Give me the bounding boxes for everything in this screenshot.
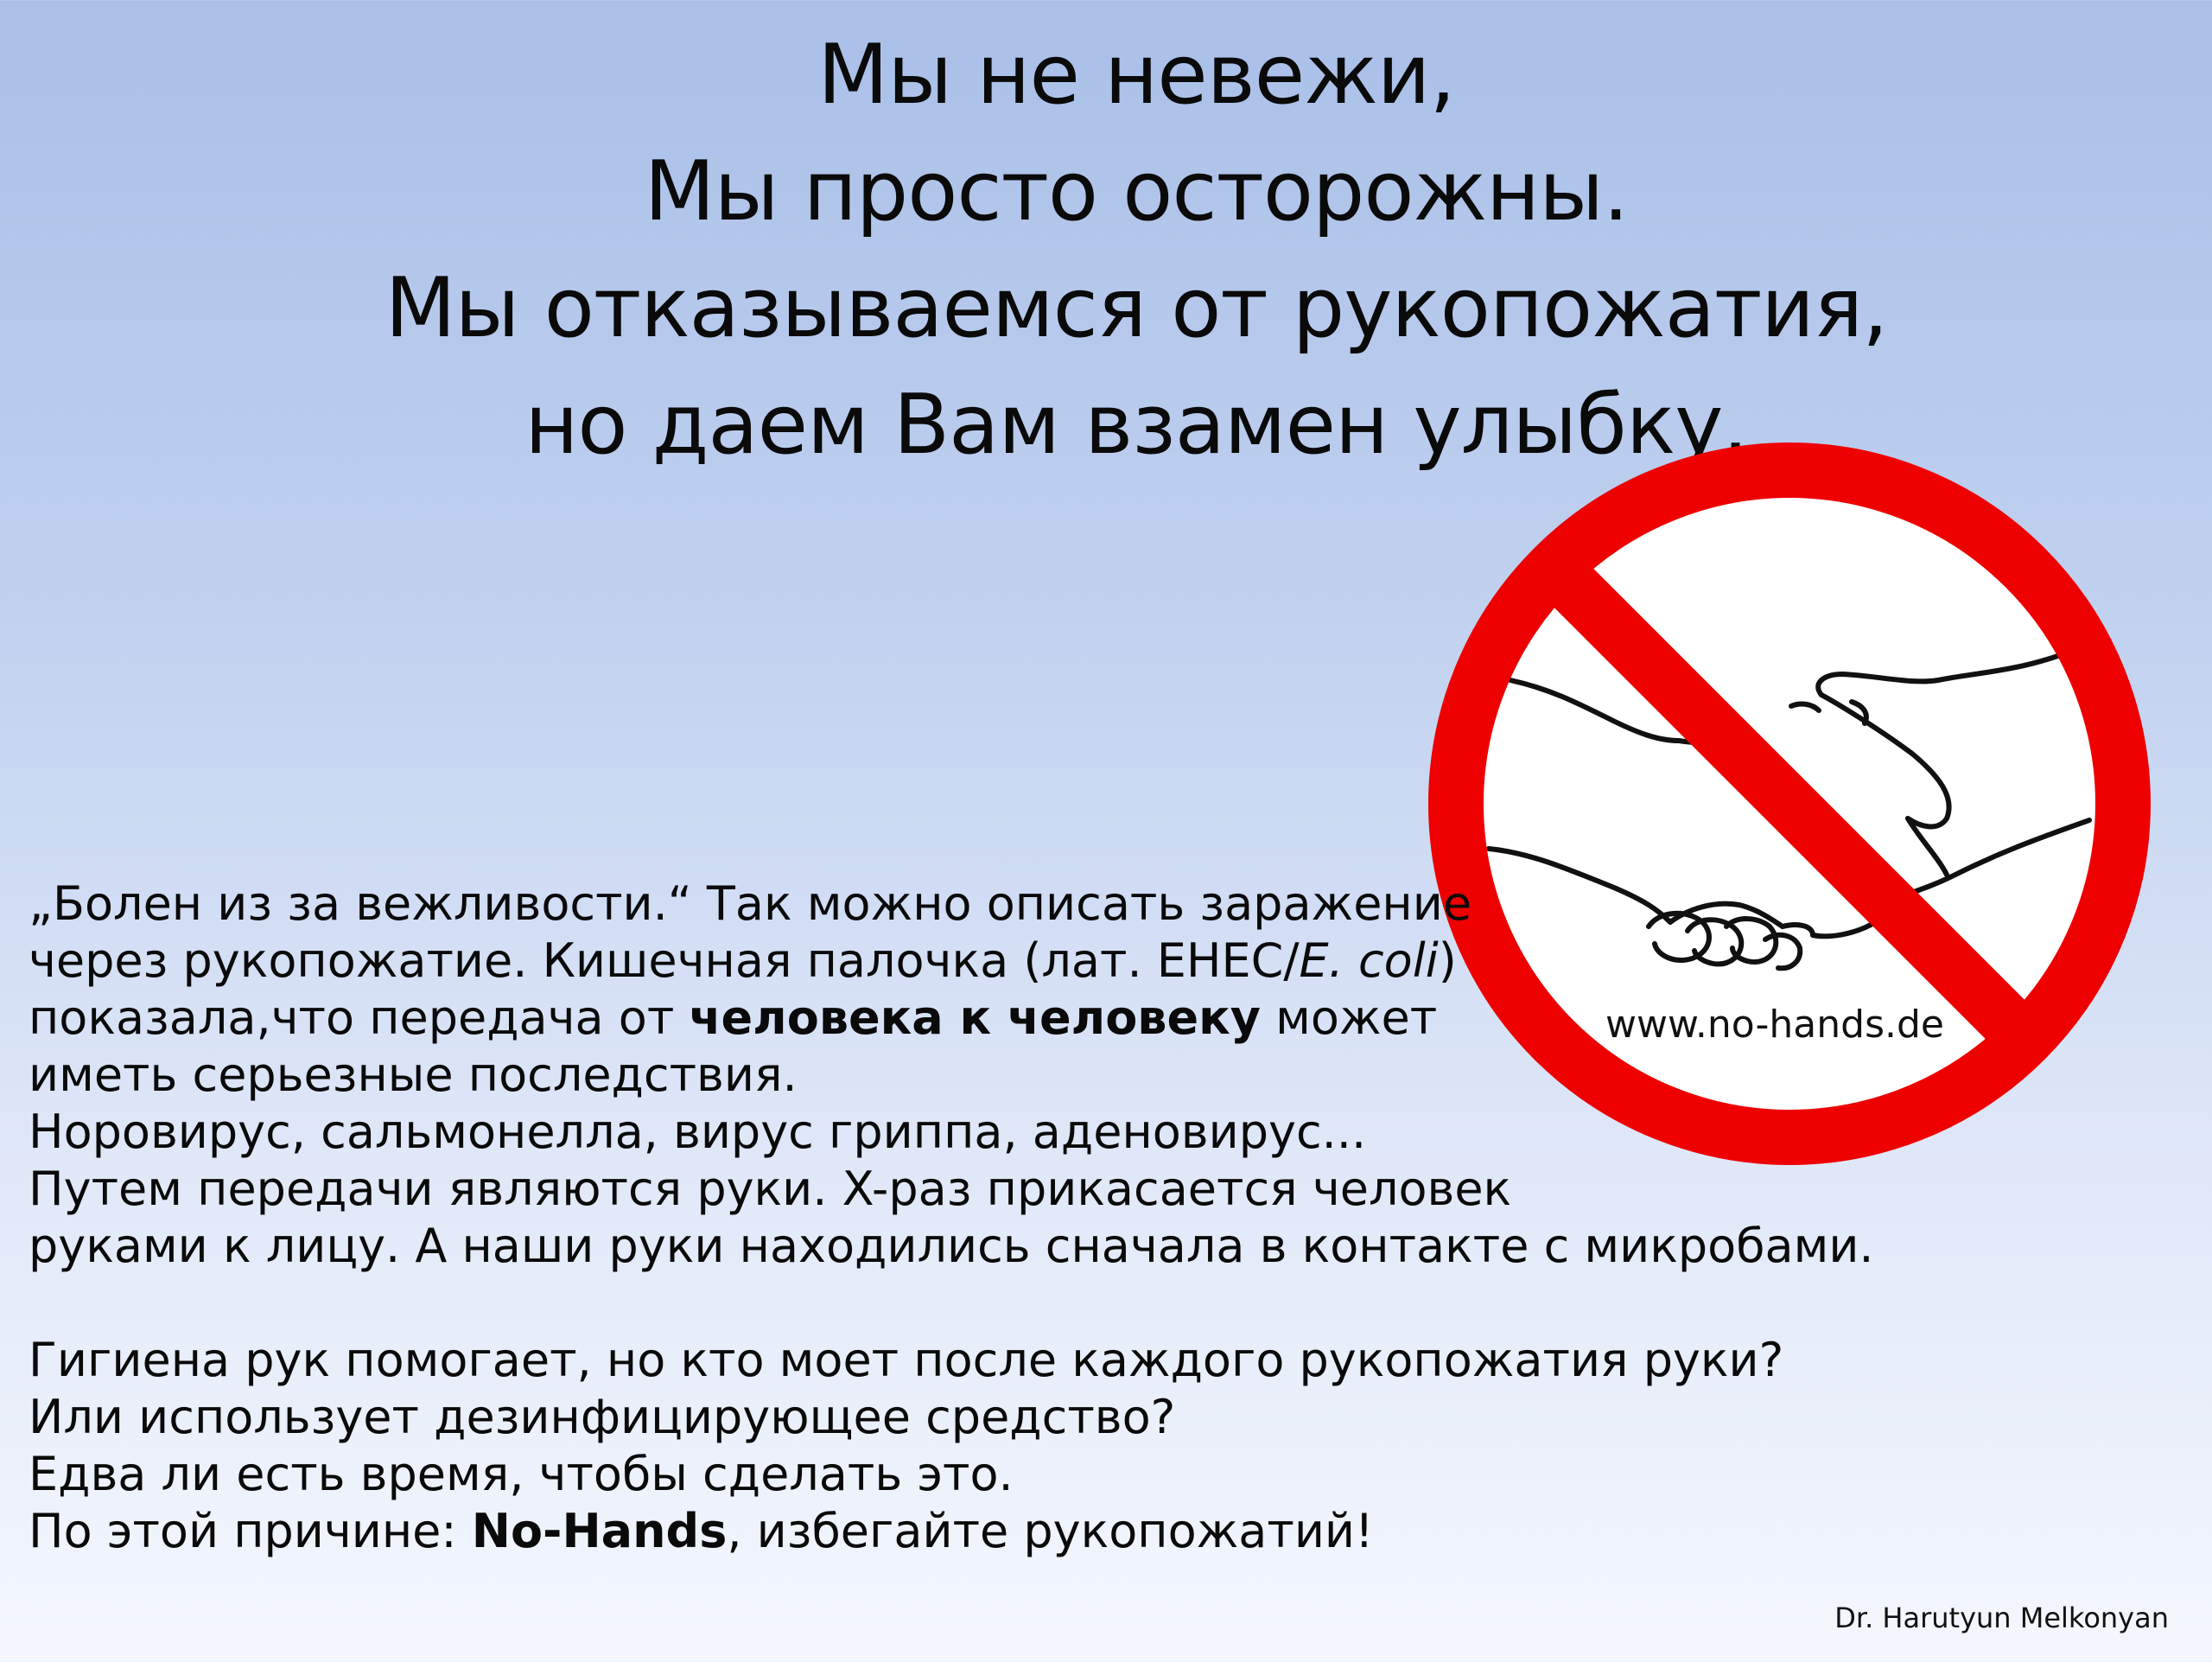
- body-italic-fragment: E. coli: [1299, 933, 1439, 988]
- headline-line-2: Мы просто осторожны.: [644, 144, 1629, 239]
- author-credit: Dr. Harutyun Melkonyan: [1834, 1602, 2169, 1634]
- body-line: Норовирус, сальмонелла, вирус гриппа, аденовирус...: [29, 1105, 1367, 1159]
- body-bold-fragment: человека к человеку: [689, 990, 1261, 1045]
- body-line: [29, 933, 1874, 990]
- body-fragment: ): [1438, 933, 1457, 988]
- body-fragment: через рукопожатие. Кишечная палочка (лат. EHEC/: [29, 933, 1300, 988]
- sign-url: www.no-hands.de: [1605, 1003, 1944, 1047]
- paragraph-spacer: [29, 1275, 1874, 1332]
- headline-line-4: но даем Вам взамен улыбку.: [524, 378, 1748, 473]
- body-fragment: По этой причине:: [29, 1504, 472, 1558]
- body-fragment: показала,что передача от: [29, 990, 690, 1045]
- body-fragment: , избегайте рукопожатий!: [727, 1504, 1374, 1558]
- body-fragment: может: [1260, 990, 1438, 1045]
- headline: [0, 17, 2212, 484]
- body-line: руками к лицу. А наши руки находились сначала в контакте с микробами.: [29, 1219, 1874, 1273]
- body-line: Или использует дезинфицирующее средство?: [29, 1390, 1176, 1444]
- body-line: [29, 990, 1874, 1047]
- body-text: [29, 876, 1874, 1560]
- body-line: Гигиена рук помогает, но кто моет после каждого рукопожатия руки?: [29, 1333, 1784, 1387]
- body-line: Едва ли есть время, чтобы сделать это.: [29, 1447, 1014, 1501]
- body-line: „Болен из за вежливости.“ Так можно описать заражение: [29, 876, 1472, 931]
- body-line: Путем передачи являются руки. X-раз прикасается человек: [29, 1162, 1512, 1216]
- body-line: [29, 1503, 1874, 1560]
- body-line: иметь серьезные последствия.: [29, 1048, 798, 1102]
- body-bold-fragment: No-Hands: [471, 1504, 728, 1558]
- headline-line-1: Мы не невежи,: [817, 28, 1455, 123]
- headline-line-3: Мы отказываемся от рукопожатия,: [385, 261, 1888, 356]
